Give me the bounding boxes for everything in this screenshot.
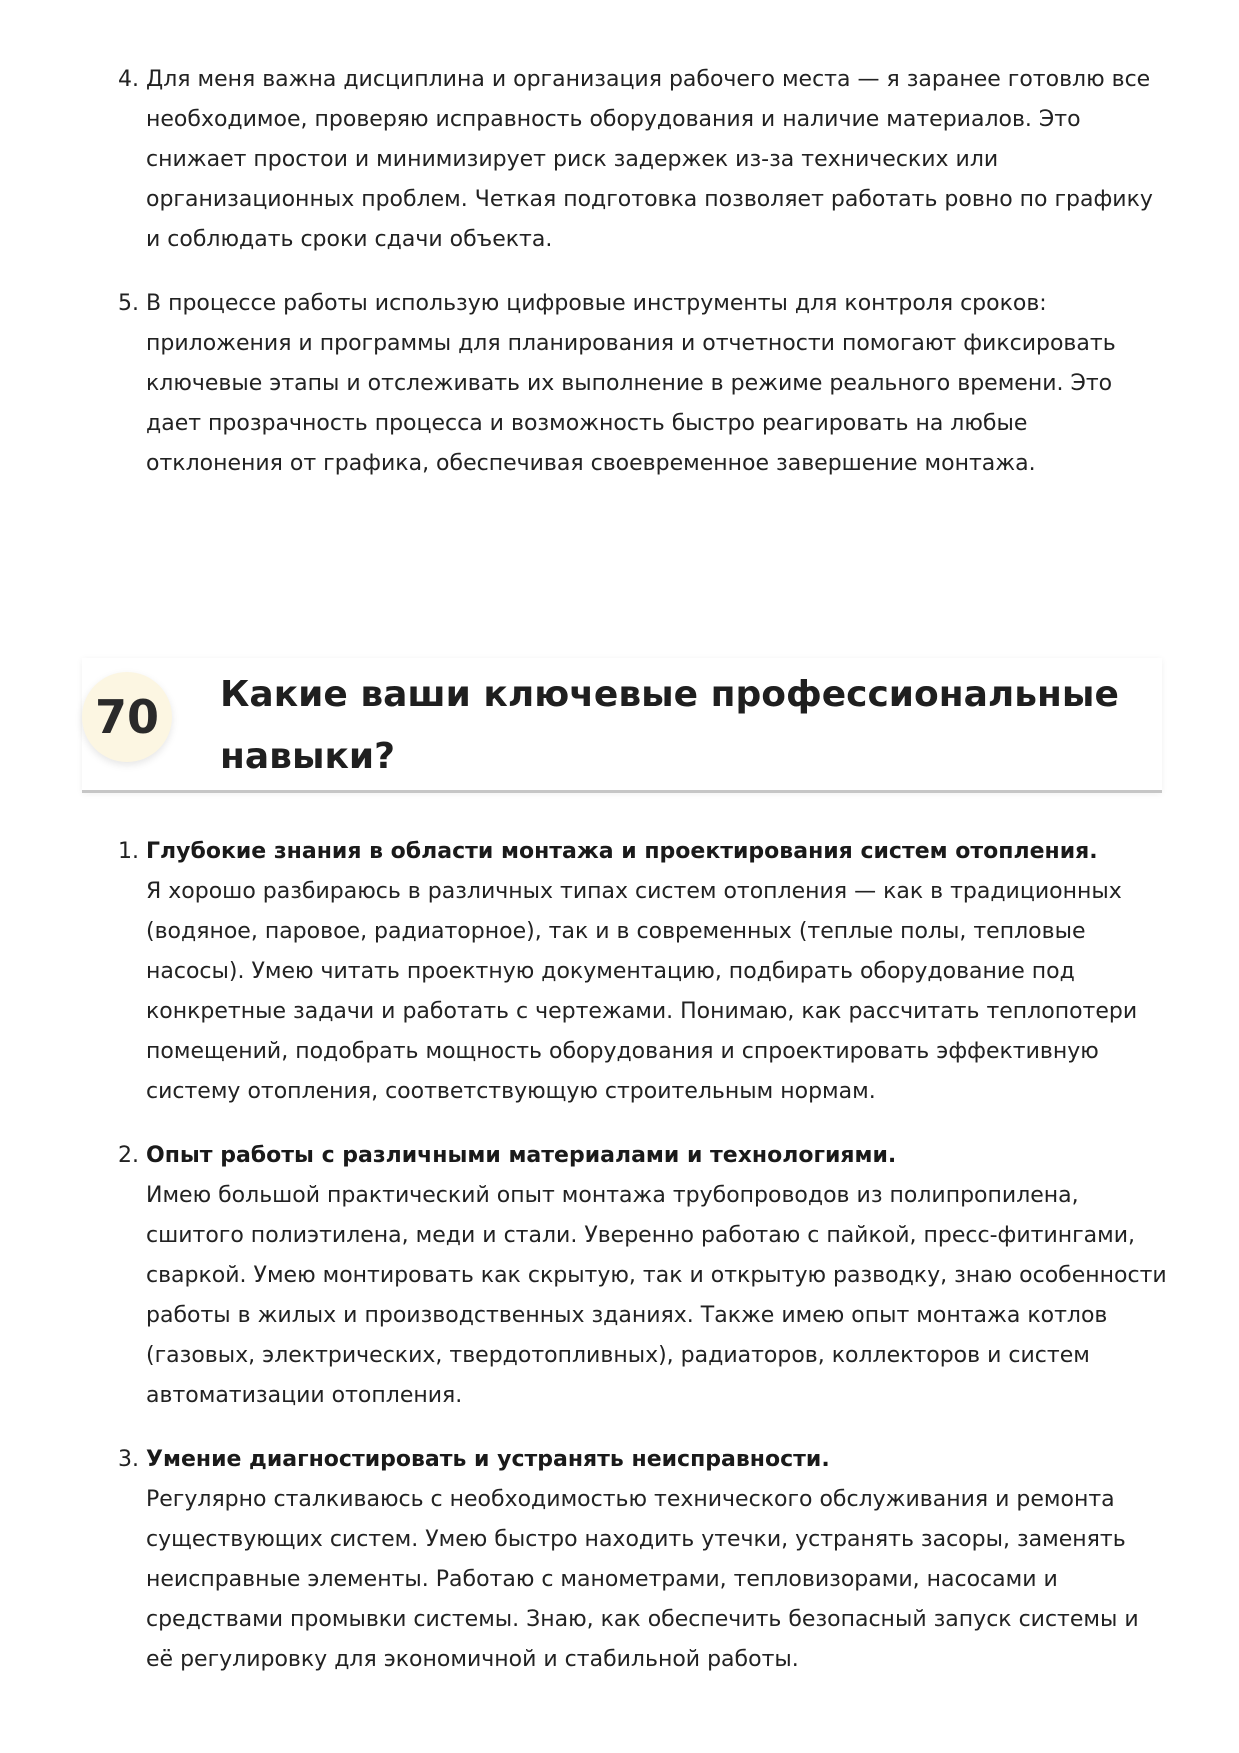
list-item-text: В процессе работы использую цифровые инструменты для контроля сроков: приложения и программы для планирования и отчетности помогают фиксировать ключевые этапы и отслеживать их выполнение в режиме реального времени. Это дает прозрачность процесса и возможность быстро реагировать на любые отклонения от графика, обеспечивая своевременное завершение монтажа.: [146, 291, 1116, 476]
list-item-text: Имею большой практический опыт монтажа трубопроводов из полипропилена, сшитого полиэтилена, меди и стали. Уверенно работаю с пайкой, пресс-фитингами, сваркой. Умею монтировать как скрытую, так и открытую разводку, знаю особенности работы в жилых и производственных зданиях. Также имею опыт монтажа котлов (газовых, электрических, твердотопливных), радиаторов, коллекторов и систем автоматизации отопления.: [146, 1183, 1167, 1408]
list-item-number: 4.: [118, 67, 139, 92]
question-header: [82, 658, 1162, 793]
list-item-number: 3.: [118, 1447, 139, 1472]
list-item: [118, 832, 1168, 1112]
list-item-number: 5.: [118, 291, 139, 316]
list-item: [118, 1440, 1168, 1680]
previous-answer-list: [118, 60, 1168, 484]
question-title: Какие ваши ключевые профессиональные навыки?: [220, 674, 1119, 777]
list-item-number: 2.: [118, 1143, 139, 1168]
list-item-text: Для меня важна дисциплина и организация рабочего места — я заранее готовлю все необходимое, проверяю исправность оборудования и наличие материалов. Это снижает простои и минимизирует риск задержек из-за технических или организационных проблем. Четкая подготовка позволяет работать ровно по графику и соблюдать сроки сдачи объекта.: [146, 67, 1153, 252]
list-item-text: Я хорошо разбираюсь в различных типах систем отопления — как в традиционных (водяное, паровое, радиаторное), так и в современных (теплые полы, тепловые насосы). Умею читать проектную документацию, подбирать оборудование под конкретные задачи и работать с чертежами. Понимаю, как рассчитать теплопотери помещений, подобрать мощность оборудования и спроектировать эффективную систему отопления, соответствующую строительным нормам.: [146, 879, 1138, 1104]
list-item-number: 1.: [118, 839, 139, 864]
list-item-heading: Глубокие знания в области монтажа и проектирования систем отопления.: [146, 839, 1098, 864]
answer-list: [118, 832, 1168, 1704]
list-item-text: Регулярно сталкиваюсь с необходимостью технического обслуживания и ремонта существующих систем. Умею быстро находить утечки, устранять засоры, заменять неисправные элементы. Работаю с манометрами, тепловизорами, насосами и средствами промывки системы. Знаю, как обеспечить безопасный запуск системы и её регулировку для экономичной и стабильной работы.: [146, 1487, 1139, 1672]
list-item-heading: Опыт работы с различными материалами и технологиями.: [146, 1143, 897, 1168]
question-number-badge: 70: [82, 672, 172, 762]
list-item: [118, 284, 1168, 484]
list-item-heading: Умение диагностировать и устранять неисправности.: [146, 1447, 830, 1472]
list-item: [118, 1136, 1168, 1416]
list-item: [118, 60, 1168, 260]
